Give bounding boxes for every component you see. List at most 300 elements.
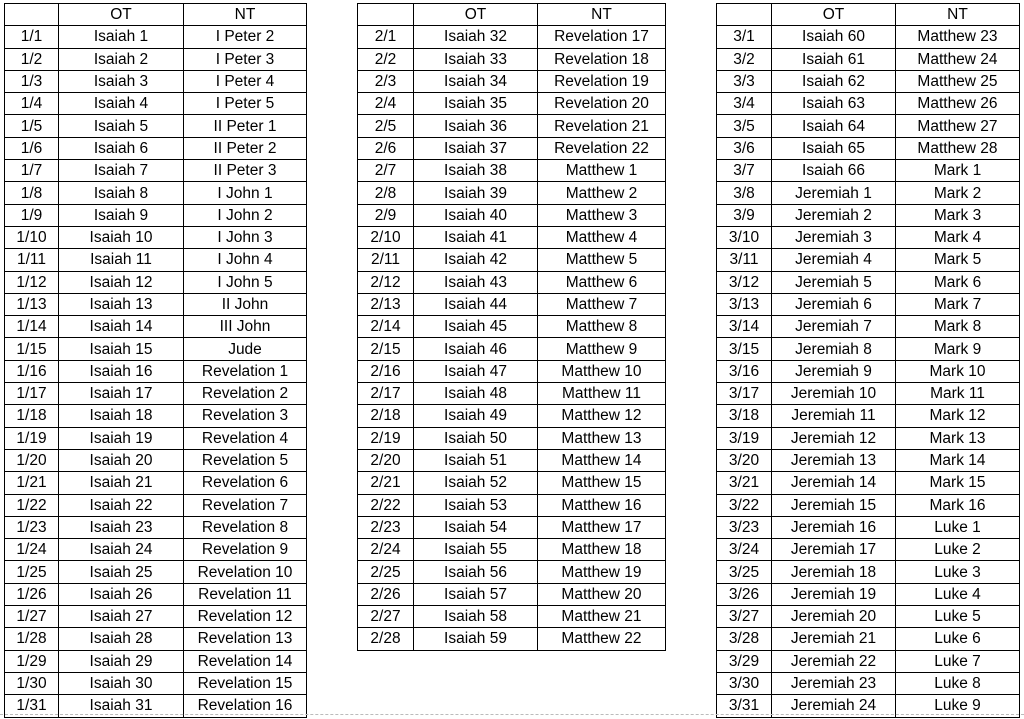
nt-reading-cell: Mark 14 (896, 449, 1020, 471)
ot-reading-cell: Isaiah 43 (414, 271, 538, 293)
ot-reading-cell: Jeremiah 16 (772, 516, 896, 538)
date-cell: 3/31 (717, 695, 772, 717)
table-row (358, 472, 666, 494)
nt-reading-cell: Luke 6 (896, 628, 1020, 650)
nt-reading-cell: Revelation 16 (184, 695, 307, 717)
table-row (5, 650, 307, 672)
ot-reading-cell: Jeremiah 10 (772, 383, 896, 405)
date-cell: 3/12 (717, 271, 772, 293)
nt-reading-cell: Matthew 9 (538, 338, 666, 360)
date-cell: 1/3 (5, 70, 59, 92)
nt-reading-cell: Matthew 25 (896, 70, 1020, 92)
ot-reading-cell: Jeremiah 1 (772, 182, 896, 204)
ot-reading-cell: Jeremiah 4 (772, 249, 896, 271)
date-cell: 1/29 (5, 650, 59, 672)
date-cell: 2/10 (358, 226, 414, 248)
ot-reading-cell: Isaiah 2 (59, 48, 184, 70)
date-cell: 3/10 (717, 226, 772, 248)
date-cell: 3/26 (717, 583, 772, 605)
ot-reading-cell: Isaiah 15 (59, 338, 184, 360)
nt-reading-cell: Mark 8 (896, 316, 1020, 338)
date-cell: 3/6 (717, 137, 772, 159)
nt-reading-cell: II John (184, 293, 307, 315)
ot-reading-cell: Isaiah 51 (414, 449, 538, 471)
table-row (717, 93, 1020, 115)
table-row (358, 449, 666, 471)
date-cell: 2/28 (358, 628, 414, 650)
nt-reading-cell: Revelation 5 (184, 449, 307, 471)
ot-reading-cell: Isaiah 19 (59, 427, 184, 449)
ot-reading-cell: Isaiah 18 (59, 405, 184, 427)
ot-reading-cell: Isaiah 6 (59, 137, 184, 159)
table-row (5, 93, 307, 115)
nt-reading-cell: Mark 11 (896, 383, 1020, 405)
date-cell: 2/19 (358, 427, 414, 449)
date-cell: 3/29 (717, 650, 772, 672)
date-cell: 1/30 (5, 672, 59, 694)
table-row (717, 271, 1020, 293)
nt-reading-cell: Matthew 8 (538, 316, 666, 338)
nt-reading-cell: Mark 12 (896, 405, 1020, 427)
table-row (358, 137, 666, 159)
date-cell: 3/30 (717, 672, 772, 694)
ot-reading-cell: Isaiah 53 (414, 494, 538, 516)
table-row (5, 628, 307, 650)
table-row (717, 293, 1020, 315)
ot-reading-cell: Isaiah 64 (772, 115, 896, 137)
ot-reading-cell: Isaiah 66 (772, 160, 896, 182)
table-row (358, 516, 666, 538)
nt-reading-cell: Revelation 10 (184, 561, 307, 583)
ot-reading-cell: Isaiah 24 (59, 539, 184, 561)
date-cell: 1/6 (5, 137, 59, 159)
date-cell: 1/18 (5, 405, 59, 427)
table-row (5, 539, 307, 561)
table-row (717, 48, 1020, 70)
table-row (717, 182, 1020, 204)
nt-reading-cell: Mark 16 (896, 494, 1020, 516)
date-cell: 1/15 (5, 338, 59, 360)
date-cell: 2/17 (358, 383, 414, 405)
ot-reading-cell: Isaiah 50 (414, 427, 538, 449)
ot-reading-cell: Jeremiah 8 (772, 338, 896, 360)
nt-reading-cell: Revelation 6 (184, 472, 307, 494)
ot-reading-cell: Jeremiah 18 (772, 561, 896, 583)
table-row (717, 70, 1020, 92)
nt-reading-cell: Matthew 19 (538, 561, 666, 583)
date-cell: 1/20 (5, 449, 59, 471)
nt-reading-cell: I Peter 2 (184, 26, 307, 48)
table-row (358, 26, 666, 48)
nt-reading-cell: Matthew 26 (896, 93, 1020, 115)
table-row (717, 160, 1020, 182)
date-cell: 1/4 (5, 93, 59, 115)
table-row (717, 360, 1020, 382)
table-row (717, 338, 1020, 360)
date-cell: 3/2 (717, 48, 772, 70)
nt-reading-cell: Luke 7 (896, 650, 1020, 672)
table-row (717, 494, 1020, 516)
ot-reading-cell: Isaiah 65 (772, 137, 896, 159)
nt-reading-cell: Matthew 13 (538, 427, 666, 449)
date-cell: 3/5 (717, 115, 772, 137)
nt-reading-cell: II Peter 3 (184, 160, 307, 182)
ot-reading-cell: Isaiah 29 (59, 650, 184, 672)
table-header-row (717, 4, 1020, 26)
table-row (358, 539, 666, 561)
table-row (358, 316, 666, 338)
nt-reading-cell: Matthew 10 (538, 360, 666, 382)
table-row (358, 583, 666, 605)
nt-reading-cell: Matthew 1 (538, 160, 666, 182)
nt-reading-cell: I John 5 (184, 271, 307, 293)
ot-header: OT (59, 4, 184, 26)
nt-reading-cell: I Peter 3 (184, 48, 307, 70)
ot-reading-cell: Isaiah 56 (414, 561, 538, 583)
nt-reading-cell: Matthew 18 (538, 539, 666, 561)
ot-reading-cell: Isaiah 57 (414, 583, 538, 605)
table-row (717, 115, 1020, 137)
date-cell: 1/2 (5, 48, 59, 70)
date-cell: 2/21 (358, 472, 414, 494)
ot-reading-cell: Isaiah 48 (414, 383, 538, 405)
date-cell: 2/3 (358, 70, 414, 92)
nt-reading-cell: Luke 3 (896, 561, 1020, 583)
ot-reading-cell: Isaiah 8 (59, 182, 184, 204)
ot-reading-cell: Isaiah 44 (414, 293, 538, 315)
date-cell: 3/17 (717, 383, 772, 405)
date-cell: 2/5 (358, 115, 414, 137)
ot-reading-cell: Isaiah 14 (59, 316, 184, 338)
ot-header: OT (772, 4, 896, 26)
table-row (717, 606, 1020, 628)
table-row (5, 48, 307, 70)
date-cell: 2/23 (358, 516, 414, 538)
ot-header: OT (414, 4, 538, 26)
ot-reading-cell: Isaiah 23 (59, 516, 184, 538)
ot-reading-cell: Isaiah 34 (414, 70, 538, 92)
table-row (358, 271, 666, 293)
nt-reading-cell: Jude (184, 338, 307, 360)
date-cell: 1/22 (5, 494, 59, 516)
ot-reading-cell: Jeremiah 2 (772, 204, 896, 226)
date-cell: 3/14 (717, 316, 772, 338)
nt-header: NT (896, 4, 1020, 26)
table-row (5, 271, 307, 293)
nt-reading-cell: Revelation 21 (538, 115, 666, 137)
ot-reading-cell: Isaiah 17 (59, 383, 184, 405)
table-row (717, 472, 1020, 494)
table-row (5, 204, 307, 226)
ot-reading-cell: Isaiah 30 (59, 672, 184, 694)
ot-reading-cell: Isaiah 60 (772, 26, 896, 48)
table-row (358, 70, 666, 92)
table-row (5, 182, 307, 204)
date-cell: 1/11 (5, 249, 59, 271)
nt-reading-cell: II Peter 2 (184, 137, 307, 159)
ot-reading-cell: Isaiah 55 (414, 539, 538, 561)
table-row (358, 182, 666, 204)
nt-reading-cell: Revelation 11 (184, 583, 307, 605)
date-header (5, 4, 59, 26)
nt-reading-cell: Revelation 8 (184, 516, 307, 538)
table-row (358, 494, 666, 516)
table-row (358, 383, 666, 405)
ot-reading-cell: Isaiah 12 (59, 271, 184, 293)
ot-reading-cell: Isaiah 38 (414, 160, 538, 182)
table-row (717, 583, 1020, 605)
nt-reading-cell: Revelation 17 (538, 26, 666, 48)
date-cell: 1/26 (5, 583, 59, 605)
date-header (717, 4, 772, 26)
date-cell: 1/16 (5, 360, 59, 382)
nt-reading-cell: Revelation 14 (184, 650, 307, 672)
nt-reading-cell: Mark 3 (896, 204, 1020, 226)
nt-reading-cell: Luke 2 (896, 539, 1020, 561)
ot-reading-cell: Jeremiah 12 (772, 427, 896, 449)
ot-reading-cell: Jeremiah 19 (772, 583, 896, 605)
ot-reading-cell: Isaiah 63 (772, 93, 896, 115)
date-cell: 1/21 (5, 472, 59, 494)
date-cell: 3/23 (717, 516, 772, 538)
date-cell: 2/14 (358, 316, 414, 338)
reading-table-march (716, 3, 1020, 718)
table-row (5, 137, 307, 159)
table-row (717, 316, 1020, 338)
date-cell: 1/28 (5, 628, 59, 650)
date-cell: 1/7 (5, 160, 59, 182)
table-row (5, 70, 307, 92)
table-row (5, 494, 307, 516)
ot-reading-cell: Isaiah 26 (59, 583, 184, 605)
table-row (717, 650, 1020, 672)
date-cell: 2/25 (358, 561, 414, 583)
table-row (5, 427, 307, 449)
nt-reading-cell: Matthew 4 (538, 226, 666, 248)
ot-reading-cell: Jeremiah 21 (772, 628, 896, 650)
date-header (358, 4, 414, 26)
ot-reading-cell: Jeremiah 20 (772, 606, 896, 628)
date-cell: 2/15 (358, 338, 414, 360)
nt-reading-cell: Mark 2 (896, 182, 1020, 204)
nt-reading-cell: Mark 1 (896, 160, 1020, 182)
nt-reading-cell: Mark 5 (896, 249, 1020, 271)
nt-header: NT (538, 4, 666, 26)
date-cell: 2/6 (358, 137, 414, 159)
ot-reading-cell: Isaiah 59 (414, 628, 538, 650)
ot-reading-cell: Jeremiah 7 (772, 316, 896, 338)
ot-reading-cell: Jeremiah 6 (772, 293, 896, 315)
nt-reading-cell: Revelation 18 (538, 48, 666, 70)
table-row (358, 360, 666, 382)
ot-reading-cell: Isaiah 9 (59, 204, 184, 226)
table-row (358, 48, 666, 70)
date-cell: 2/2 (358, 48, 414, 70)
table-row (717, 561, 1020, 583)
table-row (5, 449, 307, 471)
ot-reading-cell: Jeremiah 13 (772, 449, 896, 471)
nt-reading-cell: Revelation 15 (184, 672, 307, 694)
date-cell: 2/18 (358, 405, 414, 427)
table-row (358, 204, 666, 226)
date-cell: 3/9 (717, 204, 772, 226)
table-row (717, 672, 1020, 694)
table-row (717, 405, 1020, 427)
nt-reading-cell: Matthew 16 (538, 494, 666, 516)
date-cell: 3/18 (717, 405, 772, 427)
nt-reading-cell: Mark 10 (896, 360, 1020, 382)
ot-reading-cell: Isaiah 36 (414, 115, 538, 137)
nt-reading-cell: Luke 1 (896, 516, 1020, 538)
table-row (358, 249, 666, 271)
nt-reading-cell: Luke 5 (896, 606, 1020, 628)
nt-reading-cell: Matthew 2 (538, 182, 666, 204)
ot-reading-cell: Isaiah 54 (414, 516, 538, 538)
ot-reading-cell: Isaiah 58 (414, 606, 538, 628)
date-cell: 3/24 (717, 539, 772, 561)
ot-reading-cell: Isaiah 35 (414, 93, 538, 115)
table-row (5, 472, 307, 494)
table-row (717, 26, 1020, 48)
ot-reading-cell: Jeremiah 11 (772, 405, 896, 427)
nt-reading-cell: Mark 4 (896, 226, 1020, 248)
nt-reading-cell: Revelation 3 (184, 405, 307, 427)
table-row (717, 226, 1020, 248)
ot-reading-cell: Isaiah 20 (59, 449, 184, 471)
date-cell: 1/5 (5, 115, 59, 137)
table-row (717, 628, 1020, 650)
table-row (358, 427, 666, 449)
table-row (358, 338, 666, 360)
ot-reading-cell: Jeremiah 22 (772, 650, 896, 672)
nt-reading-cell: I John 4 (184, 249, 307, 271)
nt-reading-cell: Mark 7 (896, 293, 1020, 315)
date-cell: 3/28 (717, 628, 772, 650)
table-header-row (5, 4, 307, 26)
nt-reading-cell: II Peter 1 (184, 115, 307, 137)
nt-reading-cell: Matthew 27 (896, 115, 1020, 137)
ot-reading-cell: Isaiah 4 (59, 93, 184, 115)
table-row (5, 360, 307, 382)
table-row (717, 427, 1020, 449)
nt-reading-cell: Matthew 21 (538, 606, 666, 628)
nt-reading-cell: Revelation 1 (184, 360, 307, 382)
nt-reading-cell: Matthew 12 (538, 405, 666, 427)
ot-reading-cell: Isaiah 27 (59, 606, 184, 628)
ot-reading-cell: Isaiah 25 (59, 561, 184, 583)
table-row (717, 137, 1020, 159)
nt-reading-cell: Matthew 22 (538, 628, 666, 650)
table-row (5, 249, 307, 271)
ot-reading-cell: Isaiah 16 (59, 360, 184, 382)
ot-reading-cell: Isaiah 3 (59, 70, 184, 92)
date-cell: 2/26 (358, 583, 414, 605)
date-cell: 1/12 (5, 271, 59, 293)
date-cell: 3/4 (717, 93, 772, 115)
ot-reading-cell: Isaiah 21 (59, 472, 184, 494)
date-cell: 2/13 (358, 293, 414, 315)
nt-reading-cell: Revelation 2 (184, 383, 307, 405)
nt-reading-cell: I Peter 5 (184, 93, 307, 115)
ot-reading-cell: Jeremiah 14 (772, 472, 896, 494)
ot-reading-cell: Isaiah 40 (414, 204, 538, 226)
date-cell: 3/19 (717, 427, 772, 449)
date-cell: 1/27 (5, 606, 59, 628)
ot-reading-cell: Isaiah 37 (414, 137, 538, 159)
nt-reading-cell: Matthew 24 (896, 48, 1020, 70)
date-cell: 3/13 (717, 293, 772, 315)
ot-reading-cell: Jeremiah 5 (772, 271, 896, 293)
date-cell: 2/20 (358, 449, 414, 471)
ot-reading-cell: Isaiah 42 (414, 249, 538, 271)
ot-reading-cell: Isaiah 11 (59, 249, 184, 271)
date-cell: 3/1 (717, 26, 772, 48)
ot-reading-cell: Isaiah 7 (59, 160, 184, 182)
nt-reading-cell: Matthew 20 (538, 583, 666, 605)
ot-reading-cell: Isaiah 1 (59, 26, 184, 48)
table-row (5, 26, 307, 48)
nt-reading-cell: Revelation 12 (184, 606, 307, 628)
table-row (358, 405, 666, 427)
nt-reading-cell: Luke 9 (896, 695, 1020, 717)
date-cell: 2/8 (358, 182, 414, 204)
date-cell: 3/11 (717, 249, 772, 271)
nt-reading-cell: Matthew 6 (538, 271, 666, 293)
nt-reading-cell: Revelation 19 (538, 70, 666, 92)
table-row (358, 628, 666, 650)
table-row (5, 516, 307, 538)
date-cell: 3/3 (717, 70, 772, 92)
table-row (5, 383, 307, 405)
date-cell: 1/19 (5, 427, 59, 449)
ot-reading-cell: Jeremiah 15 (772, 494, 896, 516)
nt-reading-cell: I John 2 (184, 204, 307, 226)
table-row (358, 160, 666, 182)
date-cell: 1/1 (5, 26, 59, 48)
nt-reading-cell: Matthew 28 (896, 137, 1020, 159)
date-cell: 2/12 (358, 271, 414, 293)
table-row (717, 539, 1020, 561)
table-header-row (358, 4, 666, 26)
ot-reading-cell: Jeremiah 17 (772, 539, 896, 561)
nt-reading-cell: Mark 15 (896, 472, 1020, 494)
ot-reading-cell: Isaiah 39 (414, 182, 538, 204)
ot-reading-cell: Jeremiah 3 (772, 226, 896, 248)
date-cell: 2/7 (358, 160, 414, 182)
ot-reading-cell: Isaiah 13 (59, 293, 184, 315)
nt-reading-cell: Mark 6 (896, 271, 1020, 293)
table-row (5, 115, 307, 137)
ot-reading-cell: Isaiah 62 (772, 70, 896, 92)
table-row (5, 160, 307, 182)
nt-reading-cell: Revelation 20 (538, 93, 666, 115)
ot-reading-cell: Isaiah 22 (59, 494, 184, 516)
date-cell: 1/9 (5, 204, 59, 226)
ot-reading-cell: Jeremiah 9 (772, 360, 896, 382)
ot-reading-cell: Isaiah 49 (414, 405, 538, 427)
nt-reading-cell: I Peter 4 (184, 70, 307, 92)
date-cell: 3/8 (717, 182, 772, 204)
date-cell: 2/24 (358, 539, 414, 561)
ot-reading-cell: Isaiah 52 (414, 472, 538, 494)
nt-reading-cell: Revelation 22 (538, 137, 666, 159)
nt-reading-cell: I John 1 (184, 182, 307, 204)
date-cell: 2/4 (358, 93, 414, 115)
table-row (5, 583, 307, 605)
table-row (5, 672, 307, 694)
reading-table-january (4, 3, 307, 718)
page-edge-divider (0, 714, 1024, 715)
